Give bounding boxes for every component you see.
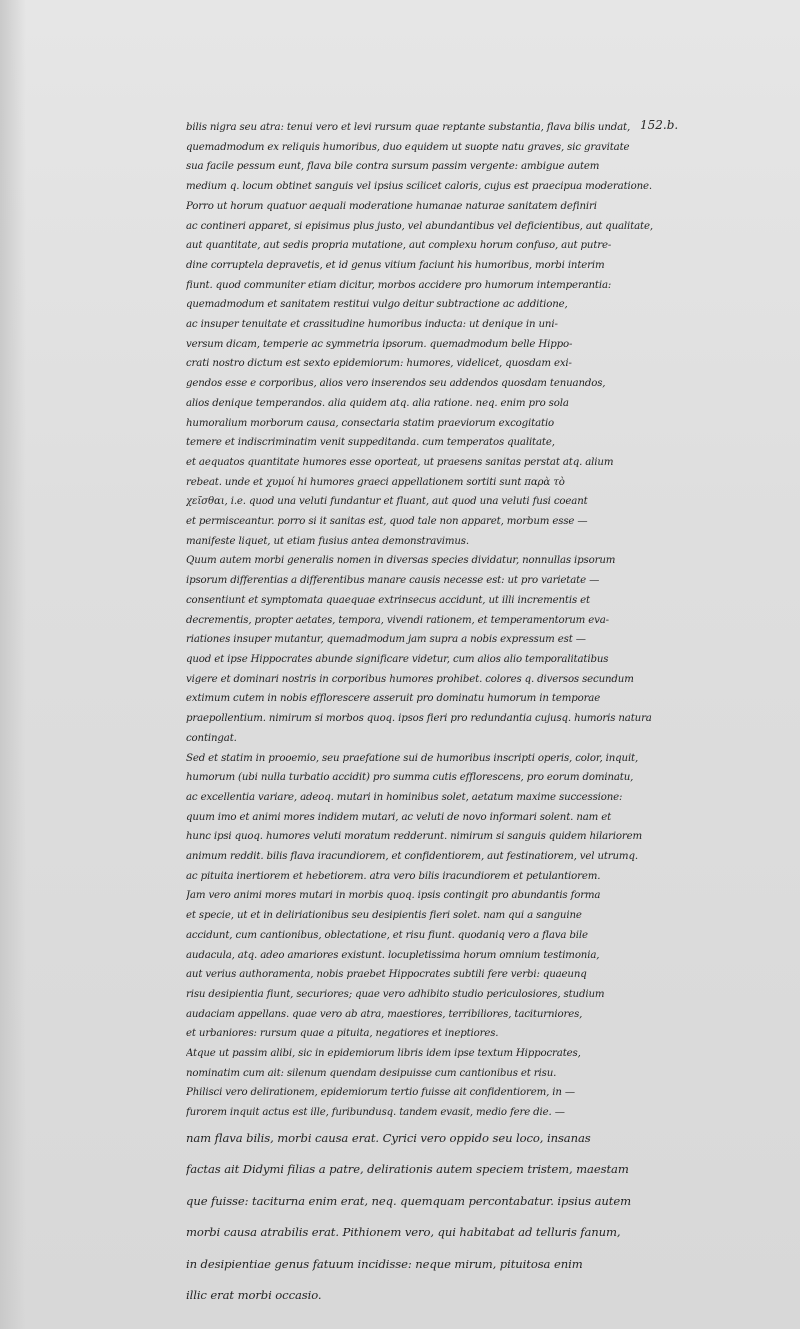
manuscript-line: χεῖσθαι, i.e. quod una veluti fundantur et fluant, aut quod una veluti fusi coeant (186, 496, 588, 508)
manuscript-line: sua facile pessum eunt, flava bile contra sursum passim vergente: ambigue autem (186, 161, 600, 173)
manuscript-line: fiunt. quod communiter etiam dicitur, morbos accidere pro humorum intemperantia: (186, 279, 612, 291)
manuscript-line: vigere et dominari nostris in corporibus humores prohibet. colores q. diversos secundum (186, 673, 634, 685)
manuscript-line: riationes insuper mutantur, quemadmodum jam supra a nobis expressum est — (186, 634, 586, 646)
manuscript-line: audacula, atq. adeo amariores existunt. locupletissima horum omnium testimonia, (186, 949, 600, 961)
manuscript-line: humoralium morborum causa, consectaria statim praeviorum excogitatio (186, 417, 555, 429)
manuscript-line: aut quantitate, aut sedis propria mutatione, aut complexu horum confuso, aut putre- (186, 240, 612, 252)
manuscript-line: hunc ipsi quoq. humores veluti moratum redderunt. nimirum si sanguis quidem hilariorem (186, 831, 642, 843)
manuscript-text (186, 118, 654, 1312)
manuscript-line: Sed et statim in prooemio, seu praefatione sui de humoribus inscripti operis, color, inquit, (186, 752, 639, 764)
manuscript-line: temere et indiscriminatim venit suppeditanda. cum temperatos qualitate, (186, 437, 555, 449)
manuscript-line: que fuisse: taciturna enim erat, neq. quemquam percontabatur. ipsius autem (186, 1193, 631, 1208)
manuscript-line: ipsorum differentias a differentibus manare causis necesse est: ut pro varietate — (186, 575, 600, 587)
folio-number: 152.b. (640, 118, 679, 132)
manuscript-line: rebeat. unde et χυμοί hi humores graeci appellationem sortiti sunt παρὰ τὸ (186, 476, 565, 488)
manuscript-line: Jam vero animi mores mutari in morbis quoq. ipsis contingit pro abundantis forma (186, 890, 601, 902)
manuscript-line: crati nostro dictum est sexto epidemiorum: humores, videlicet, quosdam exi- (186, 358, 572, 370)
manuscript-line: Atque ut passim alibi, sic in epidemiorum libris idem ipse textum Hippocrates, (186, 1048, 581, 1060)
manuscript-line: extimum cutem in nobis efflorescere asseruit pro dominatu humorum in temporae (186, 693, 601, 705)
manuscript-line: et permisceantur. porro si it sanitas est, quod tale non apparet, morbum esse — (186, 516, 588, 528)
manuscript-line: consentiunt et symptomata quaequae extrinsecus accidunt, ut illi incrementis et (186, 594, 590, 606)
manuscript-line: Porro ut horum quatuor aequali moderatione humanae naturae sanitatem definiri (186, 200, 597, 212)
manuscript-line: ac contineri apparet, si episimus plus justo, vel abundantibus vel deficientibus, aut qualitate, (186, 220, 653, 232)
manuscript-line: nam flava bilis, morbi causa erat. Cyrici vero oppido seu loco, insanas (186, 1130, 591, 1145)
manuscript-line: quemadmodum et sanitatem restitui vulgo deitur subtractione ac additione, (186, 299, 568, 311)
manuscript-line: nominatim cum ait: silenum quendam desipuisse cum cantionibus et risu. (186, 1067, 557, 1079)
manuscript-line: furorem inquit actus est ille, furibundusq. tandem evasit, medio fere die. — (186, 1107, 565, 1119)
manuscript-line: morbi causa atrabilis erat. Pithionem vero, qui habitabat ad telluris fanum, (186, 1225, 621, 1240)
manuscript-line: aut verius authoramenta, nobis praebet Hippocrates subtili fere verbi: quaeunq (186, 969, 587, 981)
manuscript-line: audaciam appellans. quae vero ab atra, maestiores, terribiliores, taciturniores, (186, 1008, 583, 1020)
manuscript-line: humorum (ubi nulla turbatio accidit) pro summa cutis efflorescens, pro eorum dominatu, (186, 772, 634, 784)
manuscript-line: Quum autem morbi generalis nomen in diversas species dividatur, nonnullas ipsorum (186, 555, 616, 567)
manuscript-line: manifeste liquet, ut etiam fusius antea demonstravimus. (186, 535, 469, 547)
manuscript-line: quod et ipse Hippocrates abunde significare videtur, cum alios alio temporalitatibus (186, 653, 609, 665)
manuscript-line: accidunt, cum cantionibus, oblectatione, et risu fiunt. quodaniq vero a flava bile (186, 929, 588, 941)
manuscript-line: ac excellentia variare, adeoq. mutari in hominibus solet, aetatum maxime successione: (186, 791, 623, 803)
manuscript-line: contingat. (186, 732, 237, 744)
manuscript-line: bilis nigra seu atra: tenui vero et levi rursum quae reptante substantia, flava bilis undat, (186, 122, 631, 133)
manuscript-line: et aequatos quantitate humores esse oporteat, ut praesens sanitas perstat atq. alium (186, 456, 614, 468)
manuscript-line: illic erat morbi occasio. (186, 1288, 322, 1303)
manuscript-line: medium q. locum obtinet sanguis vel ipsius scilicet caloris, cujus est praecipua moderatione. (186, 181, 652, 193)
manuscript-line: gendos esse e corporibus, alios vero inserendos seu addendos quosdam tenuandos, (186, 378, 606, 390)
manuscript-line: quemadmodum ex reliquis humoribus, duo equidem ut suopte natu graves, sic gravitate (186, 141, 630, 153)
manuscript-line: ac insuper tenuitate et crassitudine humoribus inducta: ut denique in uni- (186, 319, 558, 331)
manuscript-line: animum reddit. bilis flava iracundiorem, et confidentiorem, aut festinatiorem, vel utrumq. (186, 851, 638, 863)
page-edge-shadow (0, 0, 26, 1329)
manuscript-line: in desipientiae genus fatuum incidisse: neque mirum, pituitosa enim (186, 1256, 583, 1271)
manuscript-line: et urbaniores: rursum quae a pituita, negatiores et ineptiores. (186, 1028, 499, 1040)
manuscript-line: factas ait Didymi filias a patre, delirationis autem speciem tristem, maestam (186, 1162, 629, 1177)
manuscript-line: Philisci vero delirationem, epidemiorum tertio fuisse ait confidentiorem, in — (186, 1087, 575, 1099)
manuscript-line: decrementis, propter aetates, tempora, vivendi rationem, et temperamentorum eva- (186, 614, 609, 626)
manuscript-line: alios denique temperandos. alia quidem atq. alia ratione. neq. enim pro sola (186, 397, 569, 409)
manuscript-line: ac pituita inertiorem et hebetiorem. atra vero bilis iracundiorem et petulantiorem. (186, 870, 601, 882)
manuscript-line: versum dicam, temperie ac symmetria ipsorum. quemadmodum belle Hippo- (186, 338, 573, 350)
manuscript-line: quum imo et animi mores indidem mutari, ac veluti de novo informari solent. nam et (186, 811, 612, 823)
manuscript-line: praepollentium. nimirum si morbos quoq. ipsos fieri pro redundantia cujusq. humoris natura (186, 713, 652, 725)
manuscript-line: risu desipientia fiunt, securiores; quae vero adhibito studio periculosiores, studium (186, 988, 605, 1000)
manuscript-line: et specie, ut et in deliriationibus seu desipientis fieri solet. nam qui a sanguine (186, 910, 582, 922)
manuscript-line: dine corruptela depravetis, et id genus vitium faciunt his humoribus, morbi interim (186, 259, 605, 271)
